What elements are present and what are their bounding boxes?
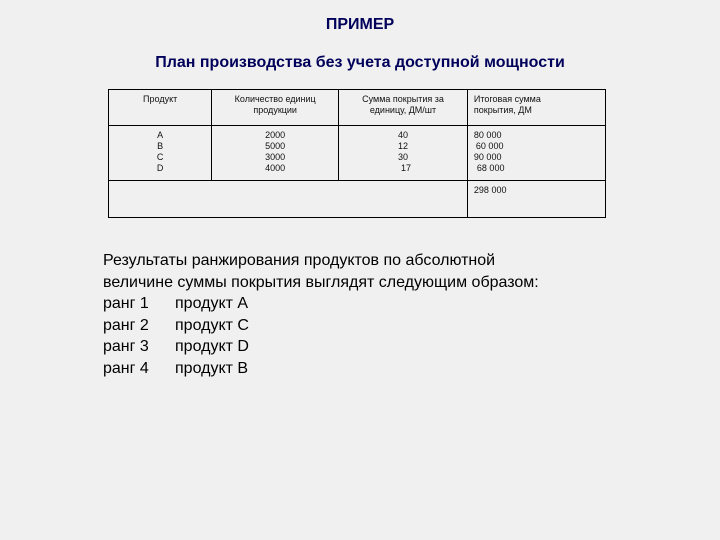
header-quantity-line-1: Количество единиц [234, 94, 316, 104]
unit-coverage-c: 30 [397, 152, 408, 162]
header-product-line: Продукт [143, 94, 178, 104]
quantities-cell [212, 126, 339, 181]
total-coverage-b: 60 000 [475, 141, 504, 151]
product-d: D [156, 163, 164, 173]
unit-coverage-b: 12 [397, 141, 408, 151]
rank-product-1: продукт A [175, 295, 249, 312]
header-total-coverage-line-1: Итоговая сумма [473, 94, 541, 104]
quantity-b: 5000 [265, 141, 286, 151]
slide-subtitle: План производства без учета доступной мощности [155, 54, 565, 71]
production-plan-table [108, 89, 606, 218]
rank-label-3: ранг 3 [103, 338, 149, 355]
product-b: B [157, 141, 164, 151]
slide-title: ПРИМЕР [325, 16, 395, 33]
header-product [109, 90, 212, 126]
header-total-coverage-line-2: покрытия, ДМ [473, 105, 532, 115]
table-data-row [109, 126, 606, 181]
quantity-c: 3000 [265, 152, 286, 162]
table-header-row [109, 90, 606, 126]
header-total-coverage [467, 90, 605, 126]
total-coverage-c: 90 000 [473, 152, 502, 162]
table-total-row [109, 181, 606, 218]
rank-label-1: ранг 1 [103, 295, 149, 312]
total-coverage-cell [467, 126, 605, 181]
rank-row-1 [103, 293, 663, 315]
header-unit-coverage-line-1: Сумма покрытия за [362, 94, 444, 104]
rank-label-2: ранг 2 [103, 316, 149, 334]
total-coverage-a: 80 000 [473, 130, 502, 140]
total-coverage-d: 68 000 [476, 163, 505, 173]
grand-total-cell [467, 181, 605, 218]
rank-product-2: продукт C [175, 316, 249, 334]
rank-product-4: продукт B [175, 359, 249, 377]
rank-row-4 [103, 358, 663, 380]
quantity-d: 4000 [265, 163, 286, 173]
rank-row-2 [103, 315, 663, 337]
unit-coverage-cell [339, 126, 468, 181]
ranking-results [103, 250, 663, 379]
rank-product-3: продукт D [175, 338, 249, 355]
product-c: C [156, 152, 164, 162]
header-quantity [212, 90, 339, 126]
quantity-a: 2000 [265, 130, 286, 140]
grand-total-value: 298 000 [473, 185, 507, 195]
results-intro-line-1: Результаты ранжирования продуктов по абсолютной [103, 252, 496, 269]
header-quantity-line-2: продукции [253, 105, 297, 115]
rank-label-4: ранг 4 [103, 359, 149, 377]
product-a: A [157, 130, 164, 140]
header-unit-coverage [339, 90, 468, 126]
header-unit-coverage-line-2: единицу, ДМ/шт [369, 105, 437, 115]
unit-coverage-a: 40 [397, 130, 408, 140]
rank-row-3 [103, 336, 663, 358]
unit-coverage-d: 17 [400, 163, 411, 173]
total-row-empty-cell [109, 181, 468, 218]
results-intro-line-2: величине суммы покрытия выглядят следующим образом: [103, 273, 539, 291]
products-cell [109, 126, 212, 181]
